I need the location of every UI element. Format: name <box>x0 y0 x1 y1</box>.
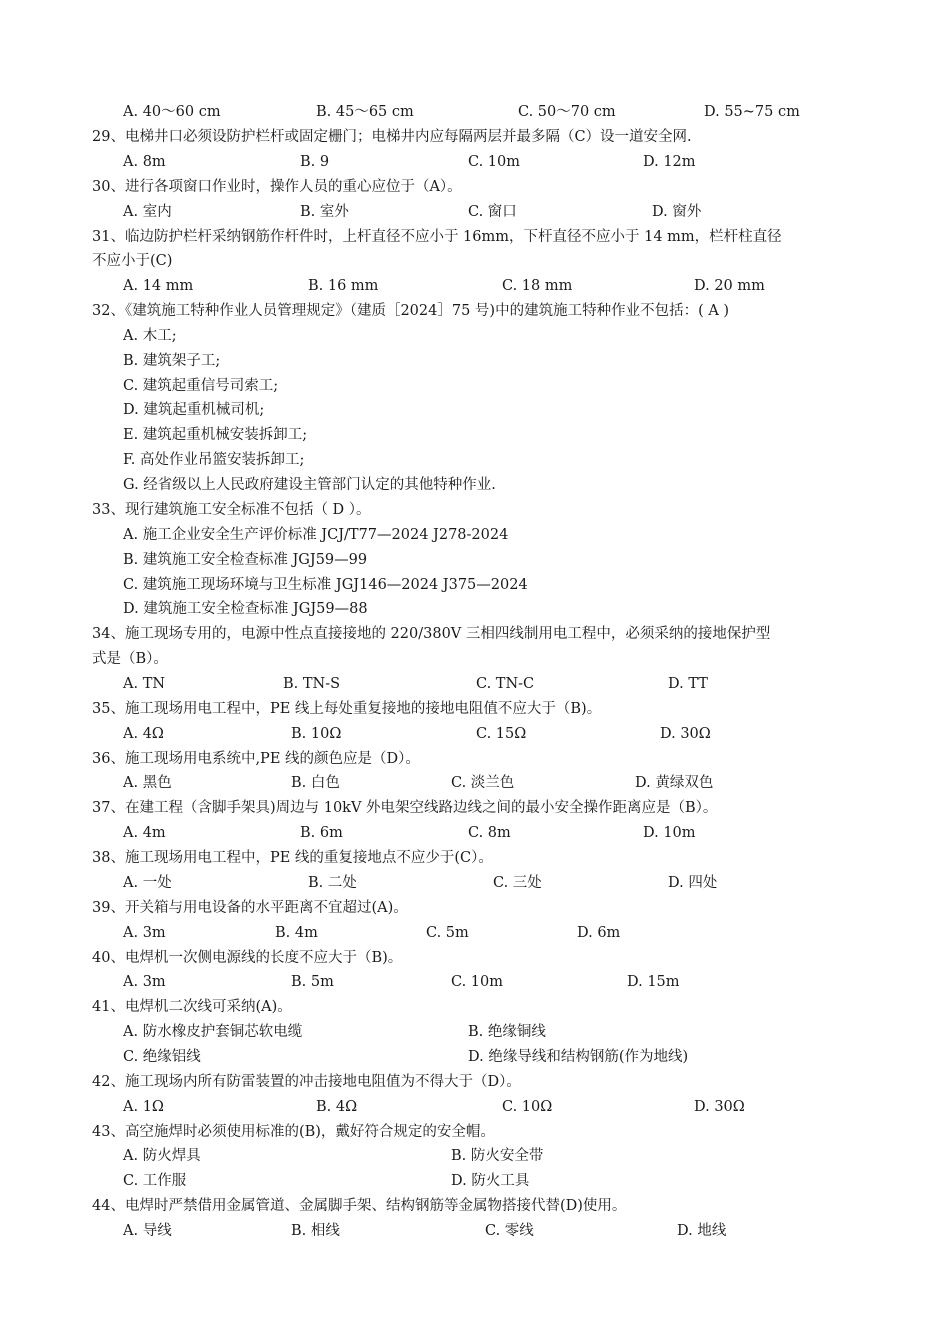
answer-option: A. 4m <box>123 825 166 841</box>
answer-option: C. 10m <box>468 154 520 170</box>
answer-option: D. 30Ω <box>660 726 711 742</box>
answer-option: A. 防水橡皮护套铜芯软电缆 <box>123 1024 303 1040</box>
answer-option: B. 绝缘铜线 <box>468 1024 546 1040</box>
answer-option: B. 4m <box>275 925 318 941</box>
option-row <box>0 1022 950 1042</box>
answer-option: C. 8m <box>468 825 511 841</box>
question-text: 43、高空施焊时必须使用标准的(B)，戴好符合规定的安全帽。 <box>92 1124 495 1140</box>
answer-option: D. 55~75 cm <box>704 104 800 120</box>
option-row <box>0 276 950 296</box>
question-text: 32、《建筑施工特种作业人员管理规定》（建质［2024］75 号)中的建筑施工特种作业不包括：( A ) <box>92 303 730 319</box>
answer-option: A. 3m <box>123 974 166 990</box>
answer-option: F. 高处作业吊篮安装拆卸工; <box>123 452 305 468</box>
answer-option: D. 建筑起重机械司机; <box>123 402 265 418</box>
answer-option: C. 窗口 <box>468 204 517 220</box>
answer-option: C. 10Ω <box>502 1099 553 1115</box>
question-text: 42、施工现场内所有防雷装置的冲击接地电阻值为不得大于（D）。 <box>92 1074 521 1090</box>
answer-option: D. 黄绿双色 <box>635 775 714 791</box>
answer-option: C. 10m <box>451 974 503 990</box>
question-text: 37、在建工程（含脚手架具)周边与 10kV 外电架空线路边线之间的最小安全操作距离应是（B）。 <box>92 800 718 816</box>
answer-option: B. TN-S <box>283 676 341 692</box>
answer-option: C. 18 mm <box>502 278 573 294</box>
question-text: 33、现行建筑施工安全标准不包括（ D ）。 <box>92 502 371 518</box>
question-text: 式是（B）。 <box>92 651 168 667</box>
answer-option: D. 30Ω <box>694 1099 745 1115</box>
answer-option: D. 防火工具 <box>451 1173 530 1189</box>
option-row <box>0 724 950 744</box>
answer-option: A. 3m <box>123 925 166 941</box>
question-text: 31、临边防护栏杆采纳钢筋作杆件时，上杆直径不应小于 16mm，下杆直径不应小于 14 mm，栏杆柱直径 <box>92 229 782 245</box>
answer-option: D. 绝缘导线和结构钢筋(作为地线) <box>468 1049 689 1065</box>
answer-option: D. 地线 <box>677 1223 727 1239</box>
question-text: 34、施工现场专用的，电源中性点直接接地的 220/380V 三相四线制用电工程中，必须采纳的接地保护型 <box>92 626 771 642</box>
answer-option: B. 16 mm <box>308 278 379 294</box>
answer-option: D. 6m <box>577 925 621 941</box>
answer-option: B. 相线 <box>291 1223 340 1239</box>
answer-option: C. 工作服 <box>123 1173 187 1189</box>
answer-option: C. 建筑施工现场环境与卫生标准 JGJ146—2024 J375—2024 <box>123 577 528 593</box>
answer-option: D. 12m <box>643 154 696 170</box>
answer-option: B. 二处 <box>308 875 357 891</box>
answer-option: C. 三处 <box>493 875 542 891</box>
answer-option: D. 10m <box>643 825 696 841</box>
answer-option: D. 窗外 <box>652 204 702 220</box>
answer-option: B. 室外 <box>300 204 349 220</box>
option-row <box>0 1171 950 1191</box>
answer-option: B. 建筑架子工; <box>123 353 221 369</box>
question-text: 36、施工现场用电系统中,PE 线的颜色应是（D）。 <box>92 751 420 767</box>
option-row <box>0 102 950 122</box>
answer-option: A. TN <box>123 676 166 692</box>
answer-option: A. 8m <box>123 154 166 170</box>
answer-option: A. 木工; <box>123 328 177 344</box>
answer-option: B. 6m <box>300 825 343 841</box>
answer-option: A. 一处 <box>123 875 172 891</box>
question-text: 38、施工现场用电工程中，PE 线的重复接地点不应少于(C）。 <box>92 850 493 866</box>
answer-option: B. 建筑施工安全检查标准 JGJ59—99 <box>123 552 368 568</box>
answer-option: A. 4Ω <box>123 726 164 742</box>
answer-option: A. 14 mm <box>123 278 194 294</box>
option-row <box>0 152 950 172</box>
option-row <box>0 1047 950 1067</box>
answer-option: C. 5m <box>426 925 469 941</box>
answer-option: A. 1Ω <box>123 1099 164 1115</box>
option-row <box>0 1221 950 1241</box>
answer-option: B. 4Ω <box>316 1099 358 1115</box>
question-text: 不应小于(C) <box>92 253 173 269</box>
answer-option: A. 防火焊具 <box>123 1148 201 1164</box>
answer-option: C. 建筑起重信号司索工; <box>123 378 279 394</box>
answer-option: D. 15m <box>627 974 680 990</box>
answer-option: C. 淡兰色 <box>451 775 515 791</box>
option-row <box>0 674 950 694</box>
answer-option: C. TN-C <box>476 676 535 692</box>
option-row <box>0 202 950 222</box>
answer-option: G. 经省级以上人民政府建设主管部门认定的其他特种作业. <box>123 477 496 493</box>
question-text: 35、施工现场用电工程中，PE 线上每处重复接地的接地电阻值不应大于（B)。 <box>92 701 602 717</box>
answer-option: C. 零线 <box>485 1223 534 1239</box>
option-row <box>0 972 950 992</box>
option-row <box>0 1097 950 1117</box>
answer-option: A. 导线 <box>123 1223 172 1239</box>
answer-option: B. 9 <box>300 154 330 170</box>
question-text: 40、电焊机一次侧电源线的长度不应大于（B)。 <box>92 950 403 966</box>
answer-option: B. 5m <box>291 974 334 990</box>
answer-option: A. 黑色 <box>123 775 172 791</box>
question-text: 29、电梯井口必须设防护栏杆或固定栅门；电梯井内应每隔两层并最多隔（C）设一道安全网. <box>92 129 692 145</box>
option-row <box>0 773 950 793</box>
question-text: 41、电焊机二次线可采纳(A)。 <box>92 999 292 1015</box>
answer-option: B. 10Ω <box>291 726 342 742</box>
answer-option: C. 绝缘铝线 <box>123 1049 201 1065</box>
answer-option: A. 施工企业安全生产评价标准 JCJ/T77—2024 J278-2024 <box>123 527 509 543</box>
answer-option: B. 45～65 cm <box>316 104 414 120</box>
answer-option: D. 20 mm <box>694 278 765 294</box>
option-row <box>0 873 950 893</box>
answer-option: E. 建筑起重机械安装拆卸工; <box>123 427 308 443</box>
option-row <box>0 1146 950 1166</box>
answer-option: D. 建筑施工安全检查标准 JGJ59—88 <box>123 601 368 617</box>
option-row <box>0 923 950 943</box>
answer-option: B. 防火安全带 <box>451 1148 544 1164</box>
question-text: 30、进行各项窗口作业时，操作人员的重心应位于（A）。 <box>92 179 462 195</box>
answer-option: A. 40～60 cm <box>123 104 221 120</box>
option-row <box>0 823 950 843</box>
answer-option: B. 白色 <box>291 775 340 791</box>
answer-option: D. TT <box>668 676 708 692</box>
question-text: 39、开关箱与用电设备的水平距离不宜超过(A)。 <box>92 900 408 916</box>
answer-option: A. 室内 <box>123 204 172 220</box>
answer-option: C. 50～70 cm <box>518 104 616 120</box>
answer-option: D. 四处 <box>668 875 718 891</box>
question-text: 44、电焊时严禁借用金属管道、金属脚手架、结构钢筋等金属物搭接代替(D)使用。 <box>92 1198 627 1214</box>
answer-option: C. 15Ω <box>476 726 527 742</box>
